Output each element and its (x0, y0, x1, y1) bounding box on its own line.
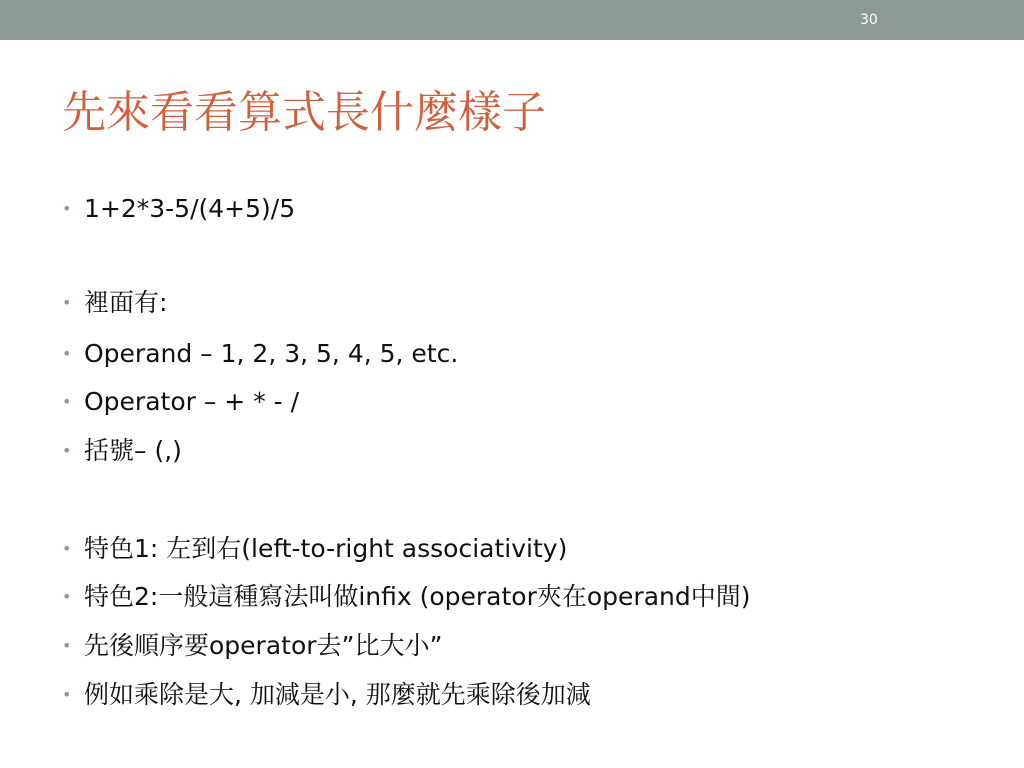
bullet-item (62, 677, 591, 713)
bullet-text: 括號– (,) (84, 436, 182, 465)
bullet-text: 例如乘除是大, 加減是小, 那麼就先乘除後加減 (84, 680, 591, 709)
bullet-text: 先後順序要operator去”比大小” (84, 631, 443, 660)
slide-title: 先來看看算式長什麼樣子 (62, 87, 546, 138)
bullet-dot-icon: • (62, 199, 72, 218)
bullet-item (62, 336, 458, 372)
slide-number: 30 (860, 12, 878, 28)
bullet-item (62, 531, 567, 567)
bullet-item (62, 628, 442, 664)
bullet-text: 1+2*3-5/(4+5)/5 (84, 194, 296, 223)
bullet-dot-icon: • (62, 587, 72, 606)
bullet-dot-icon: • (62, 344, 72, 363)
bullet-item (62, 433, 182, 469)
bullet-dot-icon: • (62, 293, 72, 312)
bullet-dot-icon: • (62, 685, 72, 704)
bullet-text: Operator – + * - / (84, 387, 300, 416)
bullet-item (62, 285, 167, 321)
bullet-dot-icon: • (62, 539, 72, 558)
bullet-item (62, 191, 295, 227)
bullet-item (62, 579, 751, 615)
bullet-text: Operand – 1, 2, 3, 5, 4, 5, etc. (84, 339, 459, 368)
bullet-text: 特色1: 左到右(left-to-right associativity) (84, 534, 568, 563)
bullet-list (62, 0, 1002, 768)
bullet-text: 裡面有: (84, 288, 168, 317)
bullet-dot-icon: • (62, 636, 72, 655)
bullet-dot-icon: • (62, 392, 72, 411)
bullet-item (62, 384, 299, 420)
bullet-text: 特色2:一般這種寫法叫做infix (operator夾在operand中間) (84, 582, 751, 611)
bullet-dot-icon: • (62, 441, 72, 460)
